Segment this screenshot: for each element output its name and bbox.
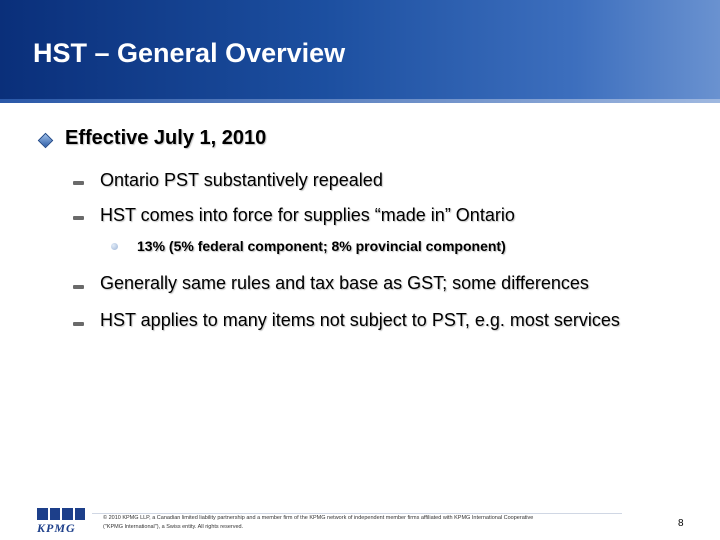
legal-notice: [103, 514, 623, 532]
dash-bullet-icon: [73, 216, 84, 220]
bullet-level1: Effective July 1, 2010: [65, 127, 267, 149]
legal-line: ("KPMG International"), a Swiss entity. All rights reserved.: [103, 524, 244, 530]
logo-text: KPMG: [37, 521, 76, 535]
bullet-level2: HST comes into force for supplies “made in” Ontario: [100, 205, 515, 225]
dash-bullet-icon: [73, 285, 84, 289]
dash-bullet-icon: [73, 322, 84, 326]
bullet-level2: Ontario PST substantively repealed: [100, 170, 383, 190]
slide-title: HST – General Overview: [33, 38, 346, 68]
legal-line: © 2010 KPMG LLP, a Canadian limited liability partnership and a member firm of the KPMG network of independent member firms affiliated with KPMG International Cooperative: [103, 515, 534, 521]
bullet-level2: Generally same rules and tax base as GST; some differences: [100, 273, 589, 293]
dot-bullet-icon: [111, 243, 118, 250]
page-number: 8: [678, 518, 684, 529]
bullet-level2: HST applies to many items not subject to PST, e.g. most services: [100, 310, 620, 330]
kpmg-logo: [37, 508, 85, 536]
bullet-level3: 13% (5% federal component; 8% provincial component): [137, 238, 506, 254]
logo-bars-icon: [37, 508, 85, 520]
diamond-bullet-icon: [38, 133, 54, 149]
dash-bullet-icon: [73, 181, 84, 185]
